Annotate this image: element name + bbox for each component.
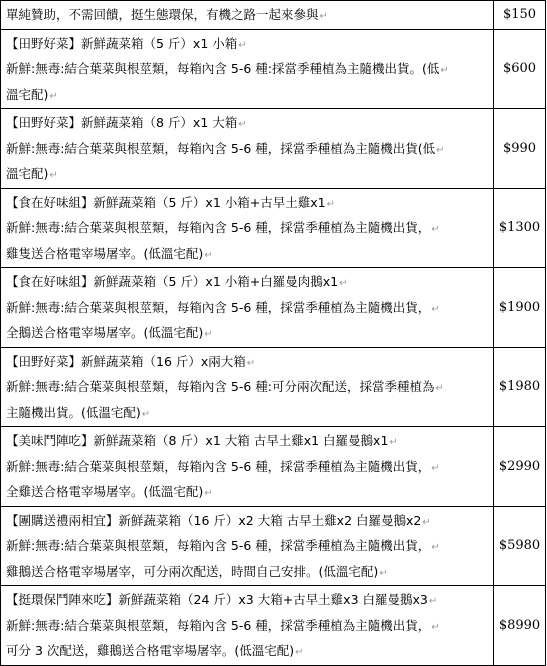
row-title: 單純贊助，不需回饋，挺生態環保，有機之路一起來參與↵ [6,7,328,22]
row-description [1,427,494,507]
row-price: $1900 [494,268,546,348]
table-row [1,109,546,189]
row-title: 【團購送禮兩相宜】新鮮蔬菜箱（16 斤）x2 大箱 古早土雞x2 白羅曼鵝x2↵ [6,512,431,528]
paragraph-mark-icon: ↵ [431,462,440,474]
row-title: 【田野好菜】新鮮蔬菜箱（8 斤）x1 大箱↵ [6,115,247,130]
row-detail-line: 新鮮:無毒:結合葉菜與根莖類，每箱內含 5-6 種，採當季種植為主隨機出貨，↵ [6,299,440,315]
row-title: 【田野好菜】新鮮蔬菜箱（5 斤）x1 小箱↵ [6,35,247,51]
paragraph-mark-icon: ↵ [436,144,445,156]
row-price: $1300 [494,188,546,268]
row-detail-line: 新鮮:無毒:結合葉菜與根莖類，每箱內含 5-6 種:採當季種植為主隨機出貨。(低↵ [6,61,449,76]
row-detail-line: 新鮮:無毒:結合葉菜與根莖類，每箱內含 5-6 種:可分兩次配送，採當季種植為↵ [6,379,444,394]
row-price: $8990 [494,586,546,666]
row-detail-line: 可分 3 次配送，雞鵝送合格電宰場屠宰。(低溫宅配)↵ [6,643,304,658]
table-row [1,1,546,30]
paragraph-mark-icon: ↵ [428,596,438,607]
paragraph-mark-icon: ↵ [204,488,213,499]
row-title: 【美味鬥陣吃】新鮮蔬菜箱（8 斤）x1 大箱 古早土雞x1 白羅曼鵝x1↵ [6,433,398,448]
row-detail-line: 溫宅配)↵ [6,86,58,102]
row-price: $150 [494,1,546,30]
row-detail-line: 新鮮:無毒:結合葉菜與根莖類，每箱內含 5-6 種，採當季種植為主隨機出貨，↵ [6,220,440,235]
paragraph-mark-icon: ↵ [295,647,304,658]
table-row [1,347,546,427]
paragraph-mark-icon: ↵ [141,408,151,420]
paragraph-mark-icon: ↵ [204,249,213,261]
row-detail-line: 溫宅配)↵ [6,166,58,181]
row-description [1,268,494,348]
row-detail-line: 新鮮:無毒:結合葉菜與根莖類，每箱內含 5-6 種，採當季種植為主隨機出貨，↵ [6,617,440,633]
row-price: $600 [494,29,546,109]
row-title: 【食在好味組】新鮮蔬菜箱（5 斤）x1 小箱+古早土雞x1↵ [6,194,335,210]
row-description [1,109,494,189]
row-price: $1980 [494,347,546,427]
paragraph-mark-icon: ↵ [238,39,247,51]
row-detail-line: 雞鵝送合格電宰場屠宰，可分兩次配送，時間自己安排。(低溫宅配)↵ [6,563,388,579]
paragraph-mark-icon: ↵ [431,621,440,633]
table-row [1,506,546,586]
row-title: 【田野好菜】新鮮蔬菜箱（16 斤）x兩大箱↵ [6,353,256,369]
row-description [1,1,494,30]
paragraph-mark-icon: ↵ [440,65,449,76]
paragraph-mark-icon: ↵ [431,224,440,235]
row-description [1,347,494,427]
row-description [1,506,494,586]
row-detail-line: 主隨機出貨。(低溫宅配)↵ [6,404,151,420]
paragraph-mark-icon: ↵ [204,329,213,340]
table-row [1,188,546,268]
paragraph-mark-icon: ↵ [319,11,328,22]
row-title: 【食在好味組】新鮮蔬菜箱（5 斤）x1 小箱+白羅曼肉鵝x1↵ [6,274,348,289]
table-row [1,427,546,507]
table-row [1,29,546,109]
paragraph-mark-icon: ↵ [422,516,431,528]
paragraph-mark-icon: ↵ [379,567,388,579]
paragraph-mark-icon: ↵ [326,198,335,210]
table-row [1,586,546,666]
price-table-body [1,1,546,666]
paragraph-mark-icon: ↵ [389,437,398,448]
table-row [1,268,546,348]
paragraph-mark-icon: ↵ [49,170,58,181]
paragraph-mark-icon: ↵ [435,383,444,394]
row-detail-line: 新鮮:無毒:結合葉菜與根莖類，每箱內含 5-6 種，採當季種植為主隨機出貨(低↵ [6,140,445,156]
row-detail-line: 雞隻送合格電宰場屠宰。(低溫宅配)↵ [6,245,213,261]
paragraph-mark-icon: ↵ [339,278,348,289]
paragraph-mark-icon: ↵ [246,357,256,369]
row-price: $990 [494,109,546,189]
row-title: 【挺環保鬥陣來吃】新鮮蔬菜箱（24 斤）x3 大箱+古早土雞x3 白羅曼鵝x3↵ [6,592,438,607]
row-detail-line: 新鮮:無毒:結合葉菜與根莖類，每箱內含 5-6 種，採當季種植為主隨機出貨，↵ [6,458,440,474]
row-detail-line: 全鵝送合格電宰場屠宰。(低溫宅配)↵ [6,325,213,340]
row-detail-line: 新鮮:無毒:結合葉菜與根莖類，每箱內含 5-6 種，採當季種植為主隨機出貨，↵ [6,538,440,553]
row-description [1,586,494,666]
row-price: $2990 [494,427,546,507]
paragraph-mark-icon: ↵ [238,119,247,130]
row-price: $5980 [494,506,546,586]
paragraph-mark-icon: ↵ [49,90,58,102]
row-description [1,188,494,268]
row-description [1,29,494,109]
row-detail-line: 全雞送合格電宰場屠宰。(低溫宅配)↵ [6,484,213,499]
paragraph-mark-icon: ↵ [431,542,440,553]
paragraph-mark-icon: ↵ [431,303,440,315]
